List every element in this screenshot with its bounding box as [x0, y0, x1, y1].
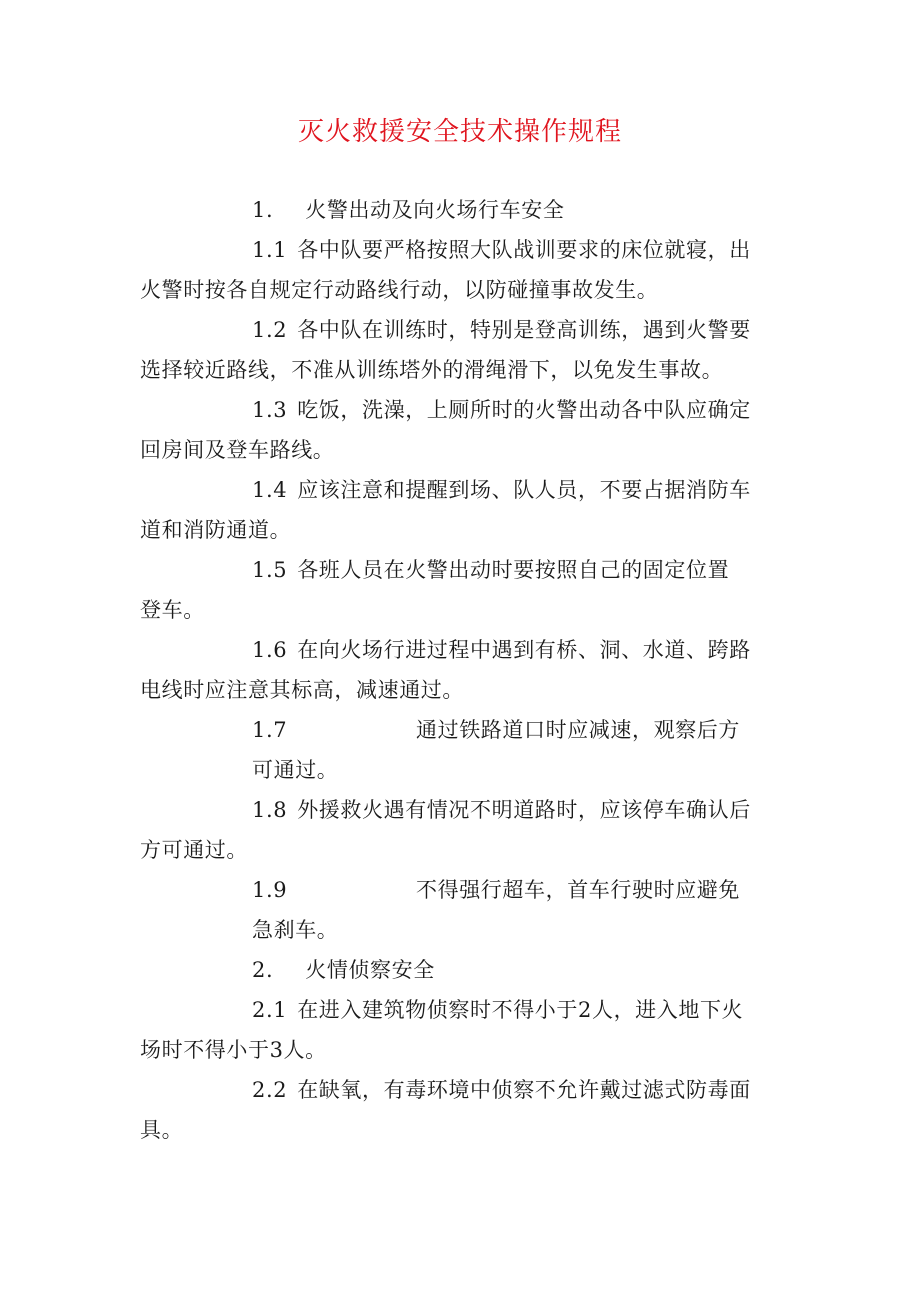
paragraph-text: 在缺氧，有毒环境中侦察不允许戴过滤式防毒面 [297, 1078, 751, 1102]
section-heading-1 [252, 190, 564, 230]
paragraph-line [140, 590, 205, 630]
paragraph-text: 道和消防通道。 [140, 518, 292, 542]
paragraph-text: 方可通过。 [140, 838, 248, 862]
paragraph-line [140, 350, 723, 390]
paragraph-line [252, 870, 287, 910]
paragraph-line [252, 750, 338, 790]
paragraph-line [252, 550, 729, 590]
item-number: 1.7 [252, 718, 288, 742]
paragraph-text: 登车。 [140, 598, 205, 622]
item-number: 1.2 [252, 318, 288, 342]
section-number: 1. [252, 198, 274, 222]
paragraph-text: 通过铁路道口时应减速，观察后方 [416, 718, 740, 742]
item-number: 1.1 [252, 238, 288, 262]
item-number: 1.5 [252, 558, 288, 582]
paragraph-text: 应该注意和提醒到场、队人员，不要占据消防车 [297, 478, 751, 502]
section-number: 2. [252, 958, 274, 982]
paragraph-text: 吃饭，洗澡，上厕所时的火警出动各中队应确定 [297, 398, 751, 422]
item-number: 1.4 [252, 478, 288, 502]
paragraph-text: 不得强行超车，首车行驶时应避免 [416, 878, 740, 902]
paragraph-text: 场时不得小于3人。 [140, 1038, 327, 1062]
document-title: 灭火救援安全技术操作规程 [297, 117, 622, 147]
paragraph-text: 急刹车。 [252, 918, 339, 942]
paragraph-text: 在向火场行进过程中遇到有桥、洞、水道、跨路 [297, 638, 751, 662]
paragraph-line [252, 990, 743, 1030]
paragraph-text: 选择较近路线，不准从训练塔外的滑绳滑下，以免发生事故。 [140, 358, 724, 382]
paragraph-line [252, 790, 751, 830]
paragraph-line [140, 510, 291, 550]
paragraph-line [252, 390, 751, 430]
section-heading-text: 火警出动及向火场行车安全 [305, 198, 565, 222]
item-number: 1.3 [252, 398, 288, 422]
paragraph-text: 具。 [140, 1118, 184, 1142]
paragraph-line [140, 270, 658, 310]
paragraph-line [416, 870, 740, 910]
paragraph-text: 各中队要严格按照大队战训要求的床位就寝，出 [297, 238, 751, 262]
paragraph-line [252, 310, 751, 350]
paragraph-line [252, 1070, 751, 1110]
paragraph-line [140, 430, 334, 470]
paragraph-text: 各中队在训练时，特别是登高训练，遇到火警要 [297, 318, 751, 342]
paragraph-text: 在进入建筑物侦察时不得小于2人，进入地下火 [297, 998, 744, 1022]
item-number: 1.8 [252, 798, 288, 822]
paragraph-text: 外援救火遇有情况不明道路时，应该停车确认后 [297, 798, 751, 822]
item-number: 1.6 [252, 638, 288, 662]
section-heading-2 [252, 950, 435, 990]
paragraph-line [140, 1030, 327, 1070]
paragraph-line [252, 710, 287, 750]
paragraph-text: 电线时应注意其标高，减速通过。 [140, 678, 464, 702]
paragraph-line [140, 830, 248, 870]
paragraph-line [140, 670, 464, 710]
paragraph-line [252, 630, 751, 670]
item-number: 2.1 [252, 998, 288, 1022]
section-heading-text: 火情侦察安全 [305, 958, 435, 982]
paragraph-text: 火警时按各自规定行动路线行动，以防碰撞事故发生。 [140, 278, 659, 302]
item-number: 2.2 [252, 1078, 288, 1102]
paragraph-text: 可通过。 [252, 758, 339, 782]
paragraph-line [252, 910, 338, 950]
paragraph-line [140, 1110, 183, 1150]
paragraph-line [416, 710, 740, 750]
item-number: 1.9 [252, 878, 288, 902]
paragraph-text: 各班人员在火警出动时要按照自己的固定位置 [297, 558, 730, 582]
paragraph-line [252, 230, 751, 270]
paragraph-line [252, 470, 751, 510]
paragraph-text: 回房间及登车路线。 [140, 438, 335, 462]
